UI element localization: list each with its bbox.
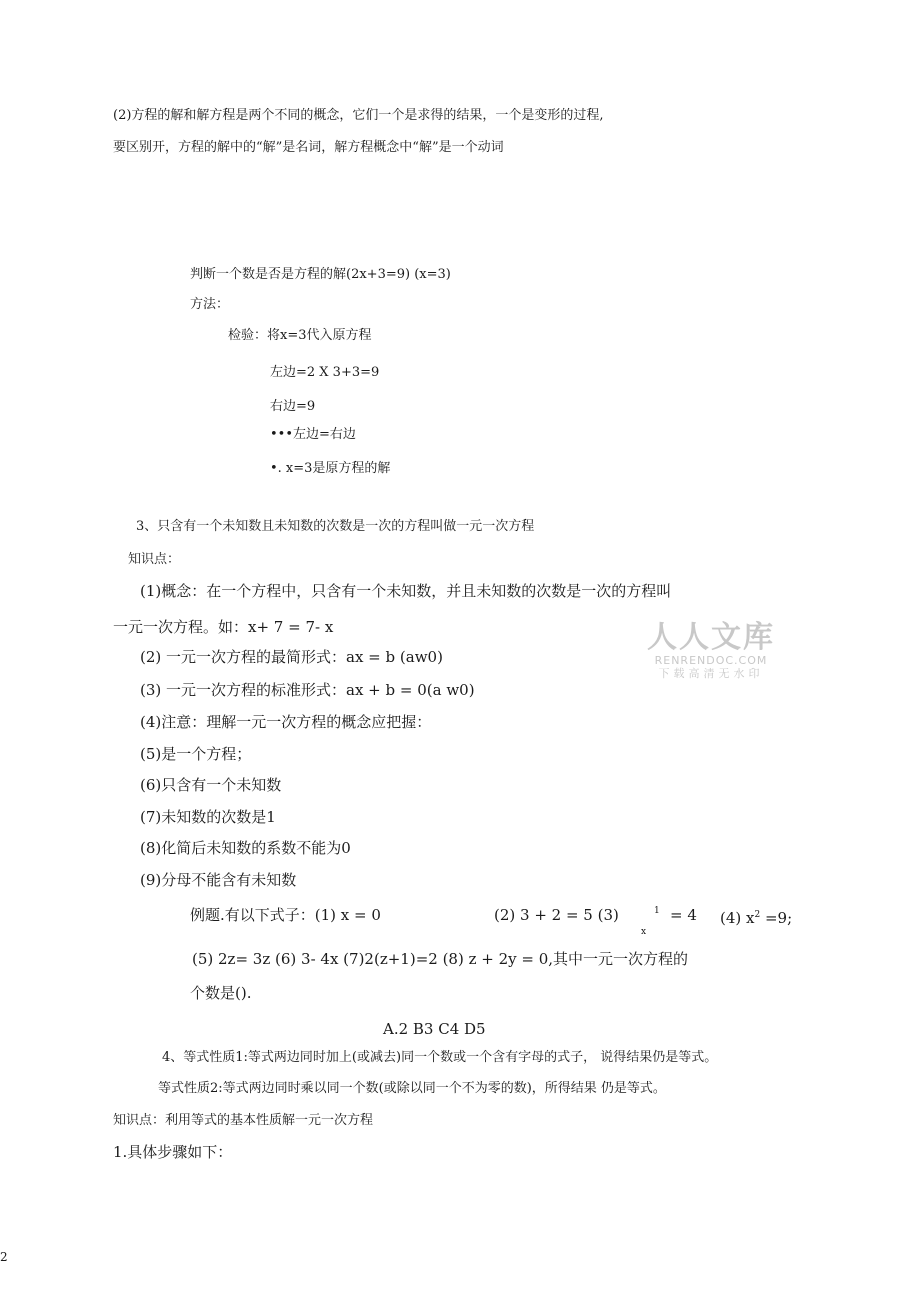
page-number: 2: [0, 1250, 8, 1264]
example-sup1: 1: [654, 906, 660, 916]
example-options: A.2 B3 C4 D5: [383, 1020, 486, 1038]
section3-item-3: (3) 一元一次方程的标准形式：ax + b = 0(a w0): [140, 681, 475, 699]
section3-item-1-cont: 一元一次方程。如：x+ 7 = 7- x: [113, 618, 334, 636]
watermark-subtitle: 下载高清无水印: [658, 667, 764, 680]
section3-title: 3、只含有一个未知数且未知数的次数是一次的方程叫做一元一次方程: [136, 519, 535, 534]
example-intro: 例题.有以下式子：(1) x = 0: [190, 906, 381, 924]
check-method: 方法：: [190, 297, 230, 312]
check-question: 判断一个数是否是方程的解(2x+3=9) (x=3): [190, 267, 451, 282]
example-part3: = 4: [670, 906, 697, 924]
section3-item-6: (6)只含有一个未知数: [140, 776, 282, 794]
example-line2: (5) 2z= 3z (6) 3- 4x (7)2(z+1)=2 (8) z + 2y = 0,其中一元一次方程的: [192, 950, 689, 968]
section4-property-1: 4、等式性质1:等式两边同时加上(或减去)同一个数或一个含有字母的式子， 说得结果仍是等式。: [162, 1050, 718, 1065]
section3-knowledge-label: 知识点：: [128, 552, 181, 567]
para2-line1: (2)方程的解和解方程是两个不同的概念，它们一个是求得的结果，一个是变形的过程,: [113, 108, 604, 123]
section3-item-2: (2) 一元一次方程的最简形式：ax = b (aw0): [140, 648, 443, 666]
example-line3: 个数是().: [190, 984, 252, 1002]
section3-item-9: (9)分母不能含有未知数: [140, 871, 297, 889]
check-verify: 检验：将x=3代入原方程: [228, 328, 372, 343]
section4-property-2: 等式性质2:等式两边同时乘以同一个数(或除以同一个不为零的数)，所得结果 仍是等式。: [158, 1081, 666, 1096]
section3-item-7: (7)未知数的次数是1: [140, 808, 276, 826]
section3-item-1: (1)概念：在一个方程中，只含有一个未知数，并且未知数的次数是一次的方程叫: [140, 582, 672, 600]
check-conclusion: •. x=3是原方程的解: [270, 461, 391, 476]
section3-item-4: (4)注意：理解一元一次方程的概念应把握：: [140, 713, 432, 731]
watermark-domain: RENRENDOC.COM: [654, 654, 768, 667]
section3-item-8: (8)化简后未知数的系数不能为0: [140, 839, 351, 857]
watermark: [646, 622, 776, 681]
example-sub-x: x: [641, 927, 647, 937]
example-part2: (2) 3 + 2 = 5 (3): [494, 906, 619, 924]
check-equal: •••左边=右边: [270, 427, 356, 442]
section4-knowledge: 知识点：利用等式的基本性质解一元一次方程: [113, 1113, 374, 1128]
watermark-title: 人人文库: [647, 620, 775, 655]
example-part4: (4) $x^2 =9$;: [720, 909, 793, 927]
section3-item-5: (5)是一个方程；: [140, 745, 252, 763]
section4-steps: 1.具体步骤如下：: [113, 1143, 233, 1161]
check-left-side: 左边=2 X 3+3=9: [270, 365, 380, 380]
para2-line2: 要区别开，方程的解中的“解”是名词，解方程概念中“解”是一个动词: [113, 140, 504, 155]
check-right-side: 右边=9: [270, 399, 316, 414]
